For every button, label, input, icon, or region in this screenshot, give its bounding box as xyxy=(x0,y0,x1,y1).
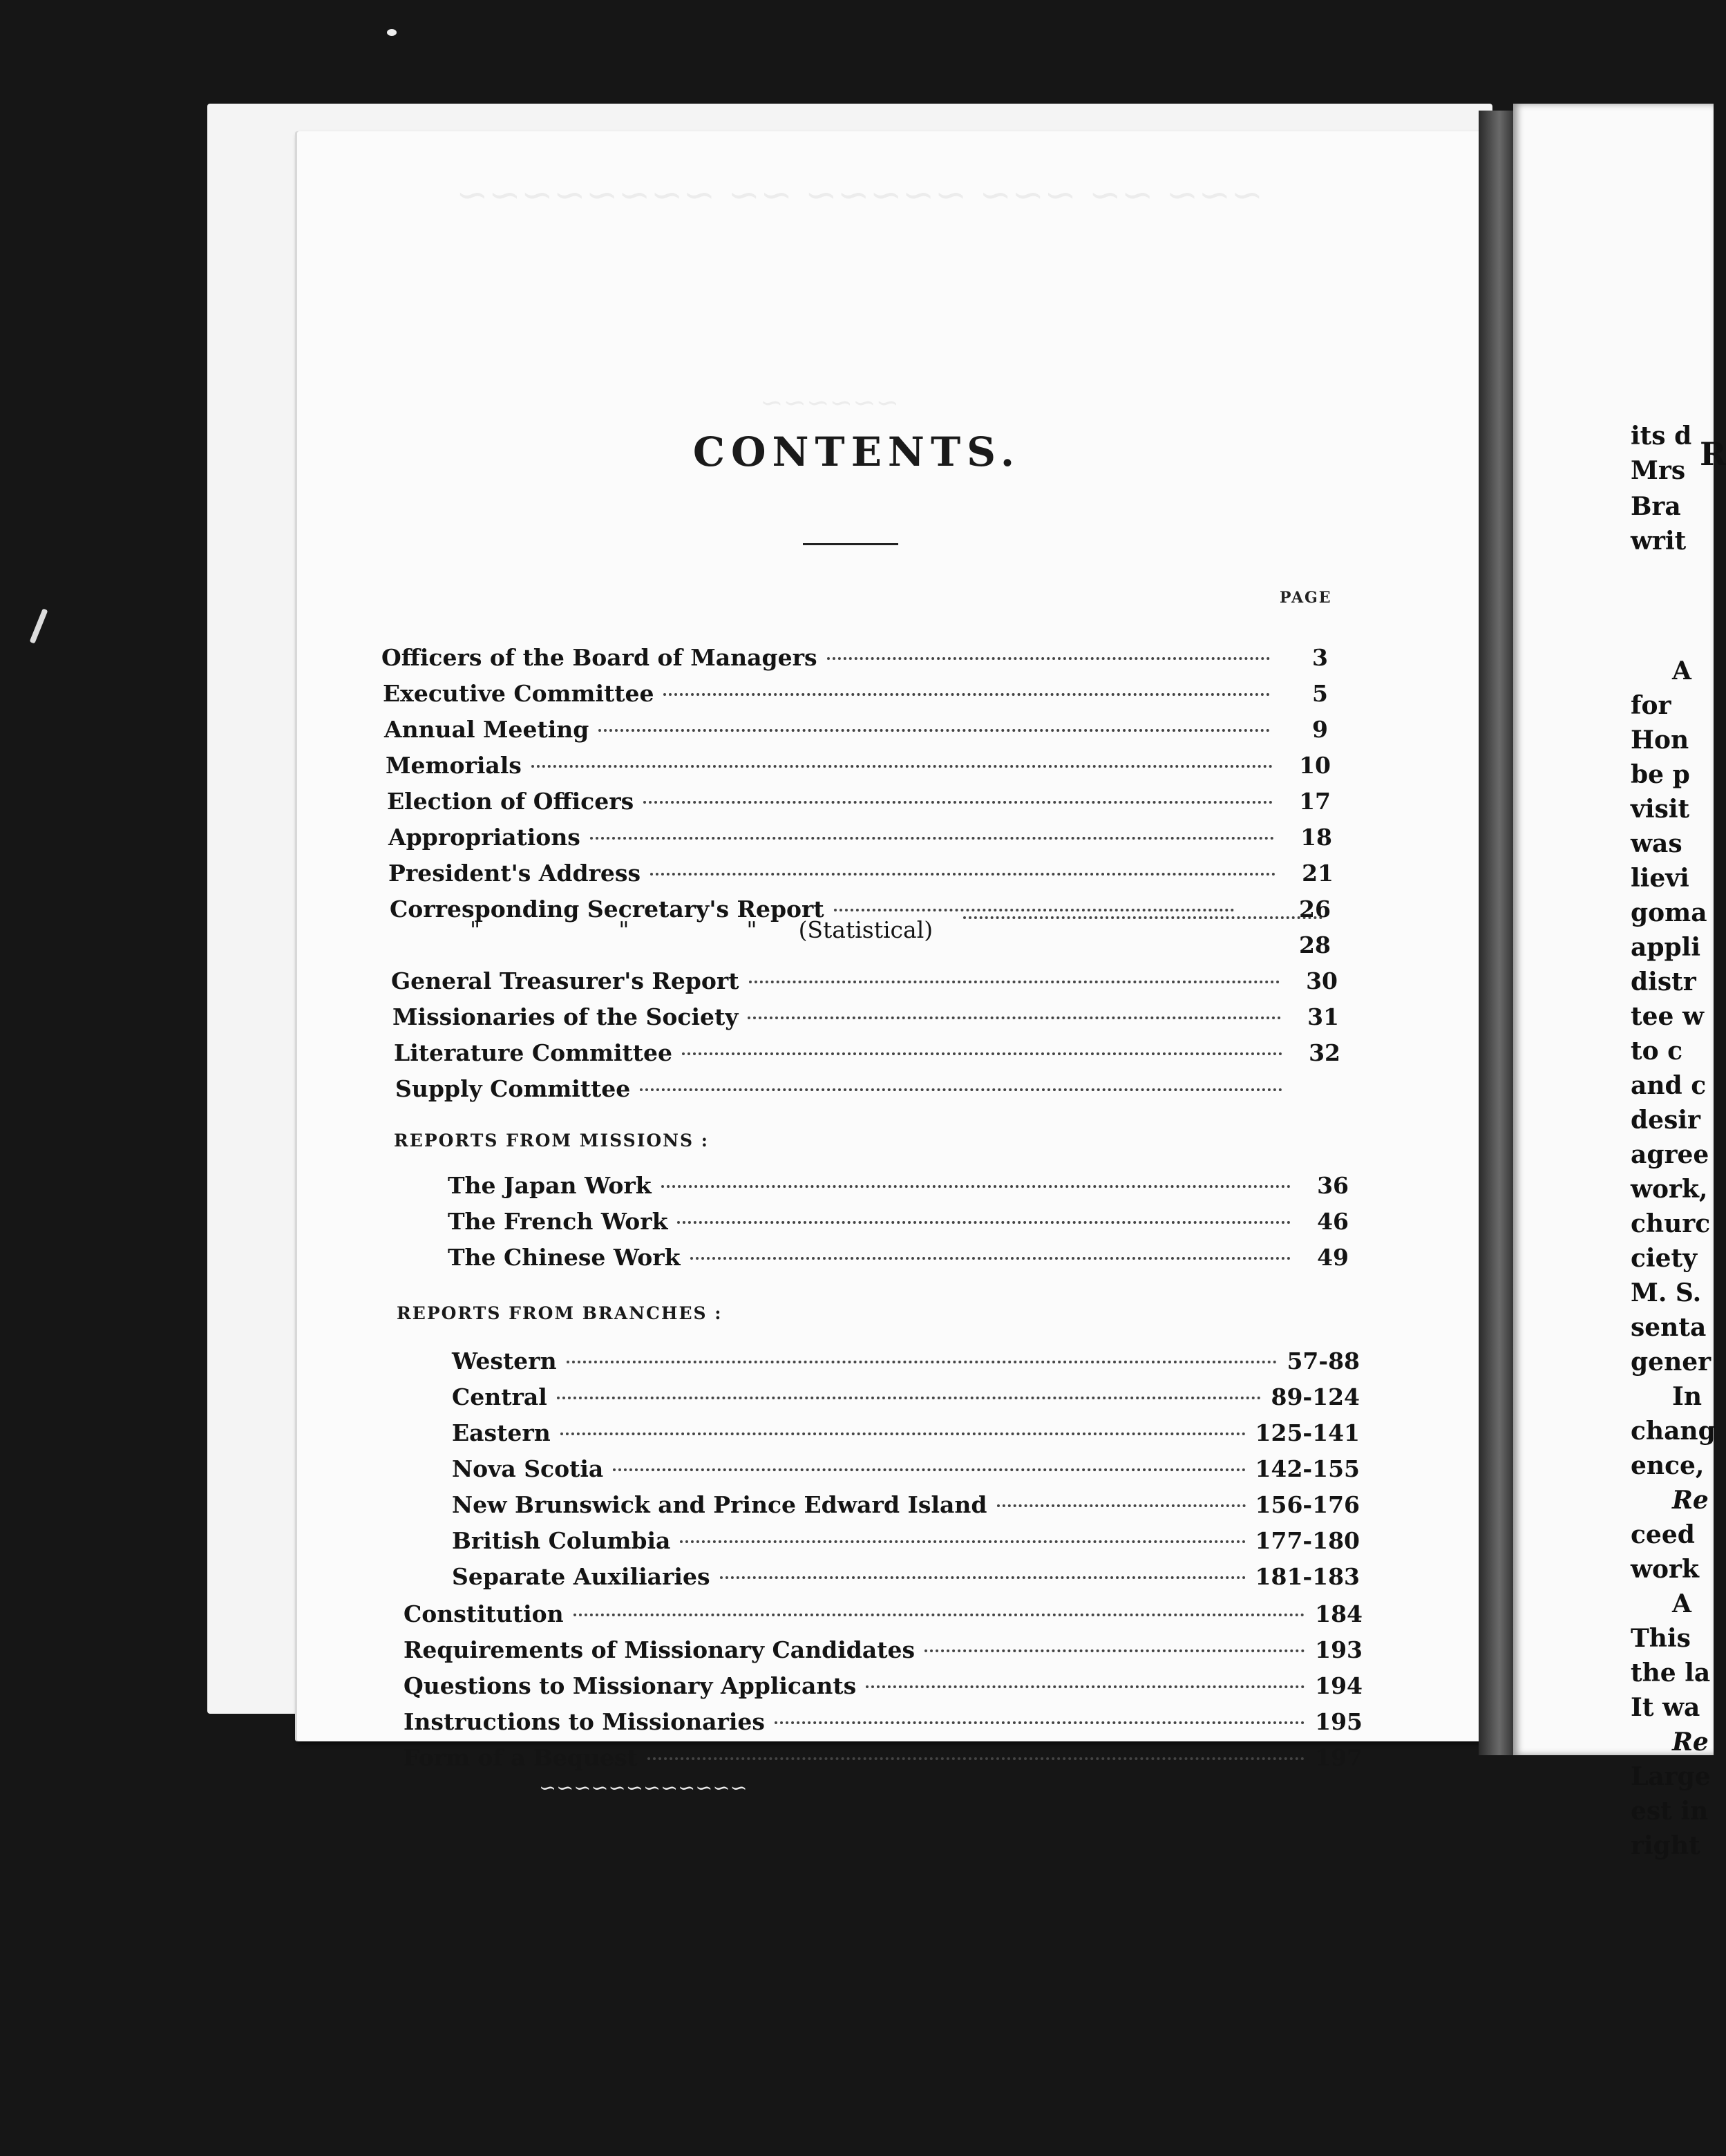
toc-entry xyxy=(404,1708,1363,1735)
toc-entry-page: 197 xyxy=(1315,1744,1363,1771)
toc-entry-label: Literature Committee xyxy=(394,1039,672,1066)
toc-entry-label: Instructions to Missionaries xyxy=(404,1708,765,1735)
dot-leader xyxy=(613,1467,1245,1471)
toc-entry-page: 3 xyxy=(1312,644,1328,671)
right-page-line: work, xyxy=(1631,1175,1708,1204)
toc-entry xyxy=(404,1672,1363,1699)
toc-entry xyxy=(388,824,1332,851)
right-page-line: A xyxy=(1672,1589,1691,1618)
toc-entry xyxy=(452,1491,1360,1518)
right-page-line: Re xyxy=(1672,1486,1709,1515)
toc-entry-page: 57-88 xyxy=(1287,1348,1360,1374)
toc-entry-label: Western xyxy=(452,1348,557,1374)
toc-entry xyxy=(404,1600,1363,1627)
dot-leader xyxy=(827,656,1270,660)
right-page-line: right xyxy=(1631,1831,1700,1860)
right-page-line: It wa xyxy=(1631,1693,1700,1722)
toc-entry-page: 9 xyxy=(1312,716,1328,743)
toc-entry xyxy=(452,1383,1360,1410)
toc-entry xyxy=(384,716,1328,743)
toc-entry-label: Memorials xyxy=(386,752,522,779)
right-page-line: appli xyxy=(1631,933,1701,962)
dot-leader xyxy=(663,692,1270,696)
toc-entry-label: Constitution xyxy=(404,1600,564,1627)
toc-entry-label: Central xyxy=(452,1383,547,1410)
dot-leader xyxy=(598,728,1270,732)
toc-entry-page: 142-155 xyxy=(1255,1455,1360,1482)
right-page-line: its d xyxy=(1631,422,1692,451)
toc-entry-label: President's Address xyxy=(388,860,641,887)
toc-entry xyxy=(448,1244,1349,1271)
dot-leader xyxy=(590,835,1274,840)
dust-speck xyxy=(30,608,48,643)
bleed-through-text: ~~~ ~~ ~~~ ~~~~~ ~~ ~~~~~~~~ xyxy=(456,173,1264,218)
right-page-line: goma xyxy=(1631,898,1707,927)
toc-entry-page: 195 xyxy=(1315,1708,1363,1735)
right-page-line: the la xyxy=(1631,1658,1711,1687)
toc-entry xyxy=(381,644,1328,671)
bleed-through-text: ~~~~~~ xyxy=(760,387,900,419)
toc-entry-label: Appropriations xyxy=(388,824,580,851)
toc-entry-label: The Chinese Work xyxy=(448,1244,681,1271)
toc-entry xyxy=(452,1527,1360,1554)
toc-entry xyxy=(388,860,1334,887)
right-page-line: writ xyxy=(1631,527,1687,556)
toc-entry xyxy=(392,1003,1339,1030)
toc-entry-page: 30 xyxy=(1306,967,1338,994)
dot-leader xyxy=(866,1684,1305,1688)
toc-entry xyxy=(391,967,1338,994)
right-page-line: churc xyxy=(1631,1209,1711,1238)
dot-leader xyxy=(650,871,1275,876)
dot-leader xyxy=(834,907,1234,911)
right-page-line: A xyxy=(1672,656,1691,685)
toc-entry-label: Annual Meeting xyxy=(384,716,589,743)
toc-entry-page: 21 xyxy=(1302,860,1334,887)
right-page-line: ceed xyxy=(1631,1520,1695,1549)
toc-entry-page: 28 xyxy=(1299,932,1331,958)
toc-entry xyxy=(452,1348,1360,1374)
right-page-line: Large xyxy=(1631,1762,1711,1791)
right-page-line: visit xyxy=(1631,795,1690,824)
right-page-line: ence, xyxy=(1631,1451,1705,1480)
toc-entry xyxy=(383,680,1328,707)
right-page-line: This xyxy=(1631,1624,1691,1653)
missions-heading: REPORTS FROM MISSIONS : xyxy=(394,1131,710,1151)
toc-entry-page: 184 xyxy=(1315,1600,1363,1627)
toc-entry-label: The French Work xyxy=(448,1208,668,1235)
toc-entry-label: New Brunswick and Prince Edward Island xyxy=(452,1491,987,1518)
dot-leader xyxy=(997,1503,1246,1507)
right-page-line: chang xyxy=(1631,1417,1716,1446)
ditto-mark: " xyxy=(470,916,481,943)
toc-entry-page: 18 xyxy=(1300,824,1332,851)
toc-entry-label: General Treasurer's Report xyxy=(391,967,739,994)
right-page-line: senta xyxy=(1631,1313,1707,1342)
toc-entry xyxy=(404,1636,1363,1663)
toc-entry-page: 5 xyxy=(1312,680,1328,707)
toc-entry xyxy=(395,1075,1340,1102)
dot-leader xyxy=(924,1648,1305,1652)
toc-entry xyxy=(452,1419,1360,1446)
toc-entry-page: 177-180 xyxy=(1255,1527,1360,1554)
toc-entry-label: Election of Officers xyxy=(387,788,634,815)
dot-leader xyxy=(647,1756,1305,1760)
branches-heading: REPORTS FROM BRANCHES : xyxy=(397,1303,723,1323)
ditto-mark: " xyxy=(746,916,757,943)
right-page-line: Hon xyxy=(1631,726,1689,755)
right-page-line: lievi xyxy=(1631,864,1689,893)
page-title: CONTENTS. xyxy=(692,428,1021,475)
dot-leader xyxy=(557,1395,1262,1399)
toc-entry-label: Eastern xyxy=(452,1419,551,1446)
toc-entry-label: Requirements of Missionary Candidates xyxy=(404,1636,916,1663)
toc-entry-page: 36 xyxy=(1317,1172,1349,1199)
toc-entry-page: 193 xyxy=(1315,1636,1363,1663)
dot-leader xyxy=(682,1051,1282,1055)
dot-leader xyxy=(531,764,1273,768)
right-page-line: Re xyxy=(1672,1728,1709,1757)
toc-entry-page: 32 xyxy=(1309,1039,1340,1066)
toc-entry-label: Officers of the Board of Managers xyxy=(381,644,817,671)
toc-entry-page: 194 xyxy=(1315,1672,1363,1699)
right-page-line: est in xyxy=(1631,1797,1709,1826)
toc-entry-page: 31 xyxy=(1307,1003,1339,1030)
dot-leader xyxy=(963,915,1322,919)
right-page-line: work xyxy=(1631,1555,1699,1584)
right-page-line: distr xyxy=(1631,967,1696,996)
toc-entry-label: Nova Scotia xyxy=(452,1455,604,1482)
toc-entry-page: 156-176 xyxy=(1255,1491,1360,1518)
dot-leader xyxy=(690,1256,1291,1260)
toc-entry-label: Questions to Missionary Applicants xyxy=(404,1672,857,1699)
toc-entry-label: Executive Committee xyxy=(383,680,654,707)
dust-speck xyxy=(387,29,397,36)
toc-entry-label: Separate Auxiliaries xyxy=(452,1563,710,1590)
toc-entry-label: Missionaries of the Society xyxy=(392,1003,739,1030)
toc-entry-label: Corresponding Secretary's Report xyxy=(390,896,824,923)
right-page-line: M. S. xyxy=(1631,1278,1702,1307)
toc-entry-page: 49 xyxy=(1317,1244,1349,1271)
right-page-line: Bra xyxy=(1631,492,1681,521)
right-page-line: gener xyxy=(1631,1348,1711,1377)
toc-entry-page: 26 xyxy=(1299,896,1331,923)
toc-entry-label: The Japan Work xyxy=(448,1172,652,1199)
right-page-line: be p xyxy=(1631,760,1690,789)
toc-entry-label: British Columbia xyxy=(452,1527,671,1554)
dot-leader xyxy=(680,1539,1245,1543)
toc-entry-page: 17 xyxy=(1299,788,1331,815)
toc-entry-page: 125-141 xyxy=(1255,1419,1360,1446)
dot-leader xyxy=(567,1359,1278,1363)
right-page-line: and c xyxy=(1631,1071,1707,1100)
dot-leader xyxy=(775,1720,1305,1724)
right-page-line: In xyxy=(1672,1382,1703,1411)
bleed-through-text: ~~~~~~~~~~~~ xyxy=(539,1776,748,1800)
right-page-line: desir xyxy=(1631,1106,1700,1135)
toc-entry-label: Form of a Bequest xyxy=(404,1744,638,1771)
right-page-line: was xyxy=(1631,829,1682,858)
right-page-line: ciety xyxy=(1631,1244,1698,1273)
toc-entry-page: 89-124 xyxy=(1271,1383,1360,1410)
dot-leader xyxy=(720,1575,1246,1579)
dot-leader xyxy=(640,1087,1282,1091)
dot-leader xyxy=(677,1220,1291,1224)
toc-entry xyxy=(404,1744,1363,1771)
right-page-line: Mrs xyxy=(1631,456,1686,485)
toc-entry xyxy=(452,1455,1360,1482)
toc-entry-label: (Statistical) xyxy=(798,916,933,943)
toc-entry xyxy=(386,752,1331,779)
dot-leader xyxy=(560,1431,1246,1435)
toc-entry xyxy=(452,1563,1360,1590)
right-page-line: tee w xyxy=(1631,1002,1704,1031)
dot-leader xyxy=(643,800,1273,804)
toc-entry-label: Supply Committee xyxy=(395,1075,631,1102)
toc-entry-page: 46 xyxy=(1317,1208,1349,1235)
toc-entry xyxy=(394,1039,1340,1066)
statistical-leader xyxy=(963,920,1322,925)
dot-leader xyxy=(748,1015,1281,1019)
right-page-heading: R xyxy=(1700,435,1726,473)
ditto-mark: " xyxy=(618,916,629,943)
page-column-heading: PAGE xyxy=(1280,589,1332,607)
toc-entry-page: 10 xyxy=(1299,752,1331,779)
statistical-row xyxy=(470,916,933,943)
toc-entry xyxy=(448,1172,1349,1199)
dot-leader xyxy=(661,1184,1291,1188)
dot-leader xyxy=(749,979,1280,983)
right-page-line: for xyxy=(1631,691,1671,720)
right-page-line: to c xyxy=(1631,1037,1683,1066)
title-rule xyxy=(803,543,898,545)
toc-entry xyxy=(387,788,1331,815)
right-page-line: agree xyxy=(1631,1140,1709,1169)
right-facing-page xyxy=(1513,104,1726,1860)
dot-leader xyxy=(573,1612,1305,1616)
toc-entry xyxy=(448,1208,1349,1235)
toc-entry-page: 181-183 xyxy=(1255,1563,1360,1590)
